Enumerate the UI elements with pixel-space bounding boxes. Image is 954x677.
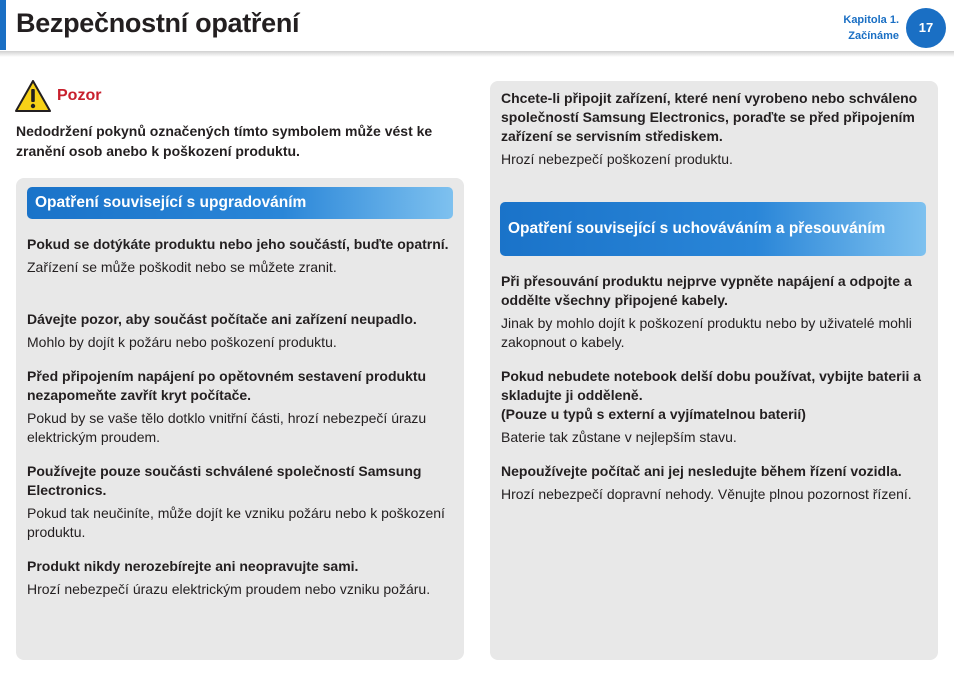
item-consequence: Hrozí nebezpečí úrazu elektrickým proudem nebo vzniku požáru. <box>27 581 431 597</box>
item-warning: Dávejte pozor, aby součást počítače ani zařízení neupadlo. <box>27 311 417 327</box>
list-item <box>501 462 933 504</box>
list-item <box>27 310 459 352</box>
item-warning: Pokud nebudete notebook delší dobu používat, vybijte baterii a skladujte ji odděleně. <box>501 368 922 403</box>
list-item <box>27 367 459 447</box>
item-warning: Nepoužívejte počítač ani jej nesledujte během řízení vozidla. <box>501 463 902 479</box>
item-warning: Při přesouvání produktu nejprve vypněte napájení a odpojte a oddělte všechny připojené kabely. <box>501 273 912 308</box>
item-consequence: Hrozí nebezpečí dopravní nehody. Věnujte plnou pozornost řízení. <box>501 486 912 502</box>
item-warning: Pokud se dotýkáte produktu nebo jeho součástí, buďte opatrní. <box>27 236 449 252</box>
intro-item <box>501 89 933 169</box>
intro-warning: Chcete-li připojit zařízení, které není vyrobeno nebo schváleno společností Samsung Electronics, poraďte se před připojením zařízení se servisním střediskem. <box>501 90 918 144</box>
upgrade-section-heading: Opatření související s upgradováním <box>27 187 453 219</box>
item-warning: Produkt nikdy nerozebírejte ani neopravujte sami. <box>27 558 359 574</box>
item-warning-note: (Pouze u typů s externí a vyjímatelnou baterií) <box>501 406 806 422</box>
caution-label: Pozor <box>57 87 102 104</box>
caution-text: Nedodržení pokynů označených tímto symbolem může vést ke zranění osob anebo k poškození produktu. <box>16 123 433 159</box>
item-consequence: Pokud by se vaše tělo dotklo vnitřní části, hrozí nebezpečí úrazu elektrickým proudem. <box>27 410 427 445</box>
item-warning: Před připojením napájení po opětovném sestavení produktu nezapomeňte zavřít kryt počítače. <box>27 368 427 403</box>
item-warning: Používejte pouze součásti schválené společností Samsung Electronics. <box>27 463 422 498</box>
list-item <box>27 557 459 599</box>
chapter-title: Začínáme <box>848 30 899 42</box>
chapter-number: Kapitola 1. <box>843 14 899 26</box>
header-accent-bar <box>0 0 6 50</box>
item-consequence: Zařízení se může poškodit nebo se můžete zranit. <box>27 259 337 275</box>
warning-triangle-icon <box>15 80 51 112</box>
page-title: Bezpečnostní opatření <box>16 8 300 38</box>
chapter-label <box>843 12 899 44</box>
item-consequence: Mohlo by dojít k požáru nebo poškození produktu. <box>27 334 337 350</box>
list-item <box>27 462 459 542</box>
intro-consequence: Hrozí nebezpečí poškození produktu. <box>501 151 733 167</box>
item-consequence: Jinak by mohlo dojít k poškození produktu nebo by uživatelé mohli zakopnout o kabely. <box>501 315 912 350</box>
item-consequence: Baterie tak zůstane v nejlepším stavu. <box>501 429 737 445</box>
list-item <box>501 367 933 447</box>
page-number-badge: 17 <box>906 8 946 48</box>
storage-section-heading: Opatření související s uchováváním a přesouváním <box>500 202 926 256</box>
item-consequence: Pokud tak neučiníte, může dojít ke vzniku požáru nebo k poškození produktu. <box>27 505 445 540</box>
header-divider <box>0 51 954 57</box>
list-item <box>27 235 459 277</box>
list-item <box>501 272 933 352</box>
